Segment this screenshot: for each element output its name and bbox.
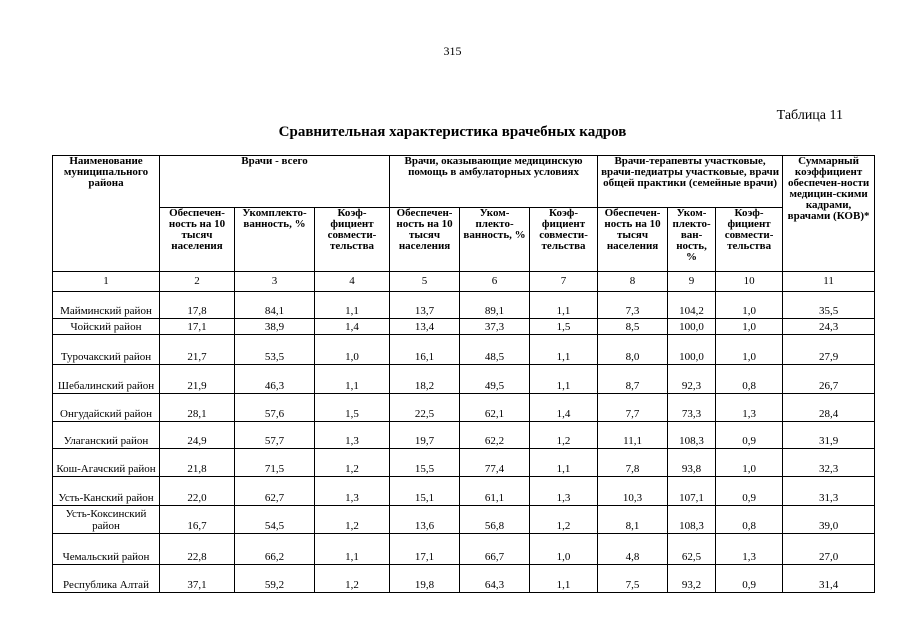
doctors-staffing: 54,5 <box>235 506 315 534</box>
amb-coverage: 18,2 <box>390 365 460 394</box>
ther-coverage: 7,7 <box>598 394 668 422</box>
amb-combination: 1,4 <box>530 394 598 422</box>
district-name: Майминский район <box>53 292 160 319</box>
kov-value: 39,0 <box>783 506 875 534</box>
amb-staffing: 62,2 <box>460 422 530 449</box>
table-row <box>53 319 875 335</box>
header-group-all: Врачи - всего <box>160 156 390 208</box>
doctors-combination: 1,3 <box>315 477 390 506</box>
header-row-sub <box>53 208 875 272</box>
ther-staffing: 107,1 <box>668 477 716 506</box>
doctors-combination: 1,3 <box>315 422 390 449</box>
doctors-coverage: 22,0 <box>160 477 235 506</box>
doctors-staffing: 57,6 <box>235 394 315 422</box>
doctors-coverage: 28,1 <box>160 394 235 422</box>
column-number: 6 <box>460 272 530 292</box>
amb-staffing: 37,3 <box>460 319 530 335</box>
amb-combination: 1,1 <box>530 565 598 593</box>
doctors-coverage: 17,8 <box>160 292 235 319</box>
table-row <box>53 477 875 506</box>
header-sub-cell: Коэф-фициент совмести-тельства <box>716 208 783 272</box>
column-number: 1 <box>53 272 160 292</box>
table-row <box>53 422 875 449</box>
doctors-coverage: 21,9 <box>160 365 235 394</box>
doctors-combination: 1,2 <box>315 506 390 534</box>
doctors-coverage: 17,1 <box>160 319 235 335</box>
page-number: 315 <box>443 44 462 58</box>
amb-combination: 1,3 <box>530 477 598 506</box>
table-row <box>53 292 875 319</box>
header-sub-cell: Коэф-фициент совмести-тельства <box>315 208 390 272</box>
ther-coverage: 8,1 <box>598 506 668 534</box>
district-name: Усть-Канский район <box>53 477 160 506</box>
district-name: Кош-Агачский район <box>53 449 160 477</box>
ther-staffing: 100,0 <box>668 319 716 335</box>
kov-value: 35,5 <box>783 292 875 319</box>
ther-coverage: 10,3 <box>598 477 668 506</box>
doctors-staffing: 62,7 <box>235 477 315 506</box>
header-sub-cell: Уком-плекто-ванность, % <box>460 208 530 272</box>
doctors-staffing: 46,3 <box>235 365 315 394</box>
header-kov: Суммарный коэффициент обеспечен-ности медицин-скими кадрами, врачами (КОВ)* <box>783 156 875 272</box>
kov-value: 31,4 <box>783 565 875 593</box>
amb-coverage: 19,8 <box>390 565 460 593</box>
doctors-staffing: 59,2 <box>235 565 315 593</box>
amb-combination: 1,1 <box>530 335 598 365</box>
amb-staffing: 89,1 <box>460 292 530 319</box>
header-row-groups <box>53 156 875 208</box>
ther-staffing: 108,3 <box>668 506 716 534</box>
ther-coverage: 7,3 <box>598 292 668 319</box>
header-sub-cell: Обеспечен-ность на 10 тысяч населения <box>598 208 668 272</box>
amb-combination: 1,1 <box>530 292 598 319</box>
amb-combination: 1,2 <box>530 506 598 534</box>
table-row <box>53 335 875 365</box>
amb-combination: 1,2 <box>530 422 598 449</box>
kov-value: 32,3 <box>783 449 875 477</box>
table-row <box>53 449 875 477</box>
district-name: Чемальский район <box>53 534 160 565</box>
doctors-combination: 1,4 <box>315 319 390 335</box>
amb-coverage: 19,7 <box>390 422 460 449</box>
ther-staffing: 104,2 <box>668 292 716 319</box>
doctors-combination: 1,1 <box>315 365 390 394</box>
amb-staffing: 66,7 <box>460 534 530 565</box>
doctors-combination: 1,0 <box>315 335 390 365</box>
district-name: Республика Алтай <box>53 565 160 593</box>
amb-staffing: 61,1 <box>460 477 530 506</box>
district-name: Онгудайский район <box>53 394 160 422</box>
doctors-coverage: 37,1 <box>160 565 235 593</box>
amb-coverage: 17,1 <box>390 534 460 565</box>
amb-coverage: 13,6 <box>390 506 460 534</box>
amb-combination: 1,1 <box>530 365 598 394</box>
ther-coverage: 8,7 <box>598 365 668 394</box>
kov-value: 27,0 <box>783 534 875 565</box>
doctors-staffing: 66,2 <box>235 534 315 565</box>
kov-value: 24,3 <box>783 319 875 335</box>
ther-coverage: 11,1 <box>598 422 668 449</box>
doctors-combination: 1,2 <box>315 565 390 593</box>
column-number: 2 <box>160 272 235 292</box>
amb-coverage: 15,5 <box>390 449 460 477</box>
header-sub-cell: Обеспечен-ность на 10 тысяч населения <box>390 208 460 272</box>
amb-staffing: 62,1 <box>460 394 530 422</box>
table-label: Таблица 11 <box>776 108 843 123</box>
kov-value: 31,9 <box>783 422 875 449</box>
ther-combination: 1,0 <box>716 449 783 477</box>
district-name: Турочакский район <box>53 335 160 365</box>
doctors-coverage: 21,8 <box>160 449 235 477</box>
kov-value: 27,9 <box>783 335 875 365</box>
doctors-staffing: 38,9 <box>235 319 315 335</box>
ther-staffing: 73,3 <box>668 394 716 422</box>
ther-combination: 1,0 <box>716 292 783 319</box>
ther-combination: 0,8 <box>716 506 783 534</box>
comparison-table <box>52 155 875 593</box>
amb-coverage: 22,5 <box>390 394 460 422</box>
doctors-staffing: 53,5 <box>235 335 315 365</box>
amb-coverage: 15,1 <box>390 477 460 506</box>
header-name: Наименование муниципального района <box>53 156 160 272</box>
amb-combination: 1,1 <box>530 449 598 477</box>
table-row <box>53 534 875 565</box>
amb-combination: 1,0 <box>530 534 598 565</box>
doctors-coverage: 21,7 <box>160 335 235 365</box>
ther-staffing: 108,3 <box>668 422 716 449</box>
header-group-ambulatory: Врачи, оказывающие медицинскую помощь в амбулаторных условиях <box>390 156 598 208</box>
doctors-coverage: 24,9 <box>160 422 235 449</box>
ther-combination: 1,3 <box>716 534 783 565</box>
kov-value: 26,7 <box>783 365 875 394</box>
ther-coverage: 8,5 <box>598 319 668 335</box>
district-name: Улаганский район <box>53 422 160 449</box>
header-group-therapists: Врачи-терапевты участковые, врачи-педиатры участковые, врачи общей практики (семейные врачи) <box>598 156 783 208</box>
column-number: 7 <box>530 272 598 292</box>
ther-coverage: 8,0 <box>598 335 668 365</box>
ther-combination: 0,9 <box>716 565 783 593</box>
column-number: 3 <box>235 272 315 292</box>
amb-staffing: 64,3 <box>460 565 530 593</box>
amb-staffing: 56,8 <box>460 506 530 534</box>
doctors-staffing: 57,7 <box>235 422 315 449</box>
kov-value: 28,4 <box>783 394 875 422</box>
doctors-staffing: 71,5 <box>235 449 315 477</box>
column-number: 4 <box>315 272 390 292</box>
column-number: 11 <box>783 272 875 292</box>
ther-combination: 1,0 <box>716 319 783 335</box>
ther-staffing: 100,0 <box>668 335 716 365</box>
amb-staffing: 48,5 <box>460 335 530 365</box>
doctors-combination: 1,1 <box>315 292 390 319</box>
amb-coverage: 13,4 <box>390 319 460 335</box>
doctors-coverage: 16,7 <box>160 506 235 534</box>
doctors-staffing: 84,1 <box>235 292 315 319</box>
district-name: Усть-Коксинский район <box>53 506 160 534</box>
doctors-combination: 1,1 <box>315 534 390 565</box>
ther-combination: 1,0 <box>716 335 783 365</box>
ther-combination: 0,9 <box>716 422 783 449</box>
table-row <box>53 506 875 534</box>
ther-combination: 1,3 <box>716 394 783 422</box>
district-name: Шебалинский район <box>53 365 160 394</box>
ther-coverage: 4,8 <box>598 534 668 565</box>
ther-combination: 0,8 <box>716 365 783 394</box>
ther-combination: 0,9 <box>716 477 783 506</box>
table-row <box>53 394 875 422</box>
amb-combination: 1,5 <box>530 319 598 335</box>
ther-coverage: 7,8 <box>598 449 668 477</box>
district-name: Чойский район <box>53 319 160 335</box>
amb-staffing: 49,5 <box>460 365 530 394</box>
ther-staffing: 92,3 <box>668 365 716 394</box>
kov-value: 31,3 <box>783 477 875 506</box>
ther-staffing: 62,5 <box>668 534 716 565</box>
table-title: Сравнительная характеристика врачебных кадров <box>278 124 627 140</box>
header-sub-cell: Обеспечен-ность на 10 тысяч населения <box>160 208 235 272</box>
ther-staffing: 93,8 <box>668 449 716 477</box>
header-sub-cell: Коэф-фициент совмести-тельства <box>530 208 598 272</box>
data-rows <box>53 292 875 593</box>
doctors-combination: 1,2 <box>315 449 390 477</box>
doctors-combination: 1,5 <box>315 394 390 422</box>
column-number: 5 <box>390 272 460 292</box>
ther-staffing: 93,2 <box>668 565 716 593</box>
header-sub-cell: Укомплекто-ванность, % <box>235 208 315 272</box>
table-row <box>53 565 875 593</box>
column-number-row <box>53 272 875 292</box>
column-number: 9 <box>668 272 716 292</box>
ther-coverage: 7,5 <box>598 565 668 593</box>
amb-coverage: 13,7 <box>390 292 460 319</box>
amb-coverage: 16,1 <box>390 335 460 365</box>
doctors-coverage: 22,8 <box>160 534 235 565</box>
amb-staffing: 77,4 <box>460 449 530 477</box>
table-row <box>53 365 875 394</box>
header-sub-cell: Уком-плекто-ван-ность, % <box>668 208 716 272</box>
column-number: 8 <box>598 272 668 292</box>
column-number: 10 <box>716 272 783 292</box>
